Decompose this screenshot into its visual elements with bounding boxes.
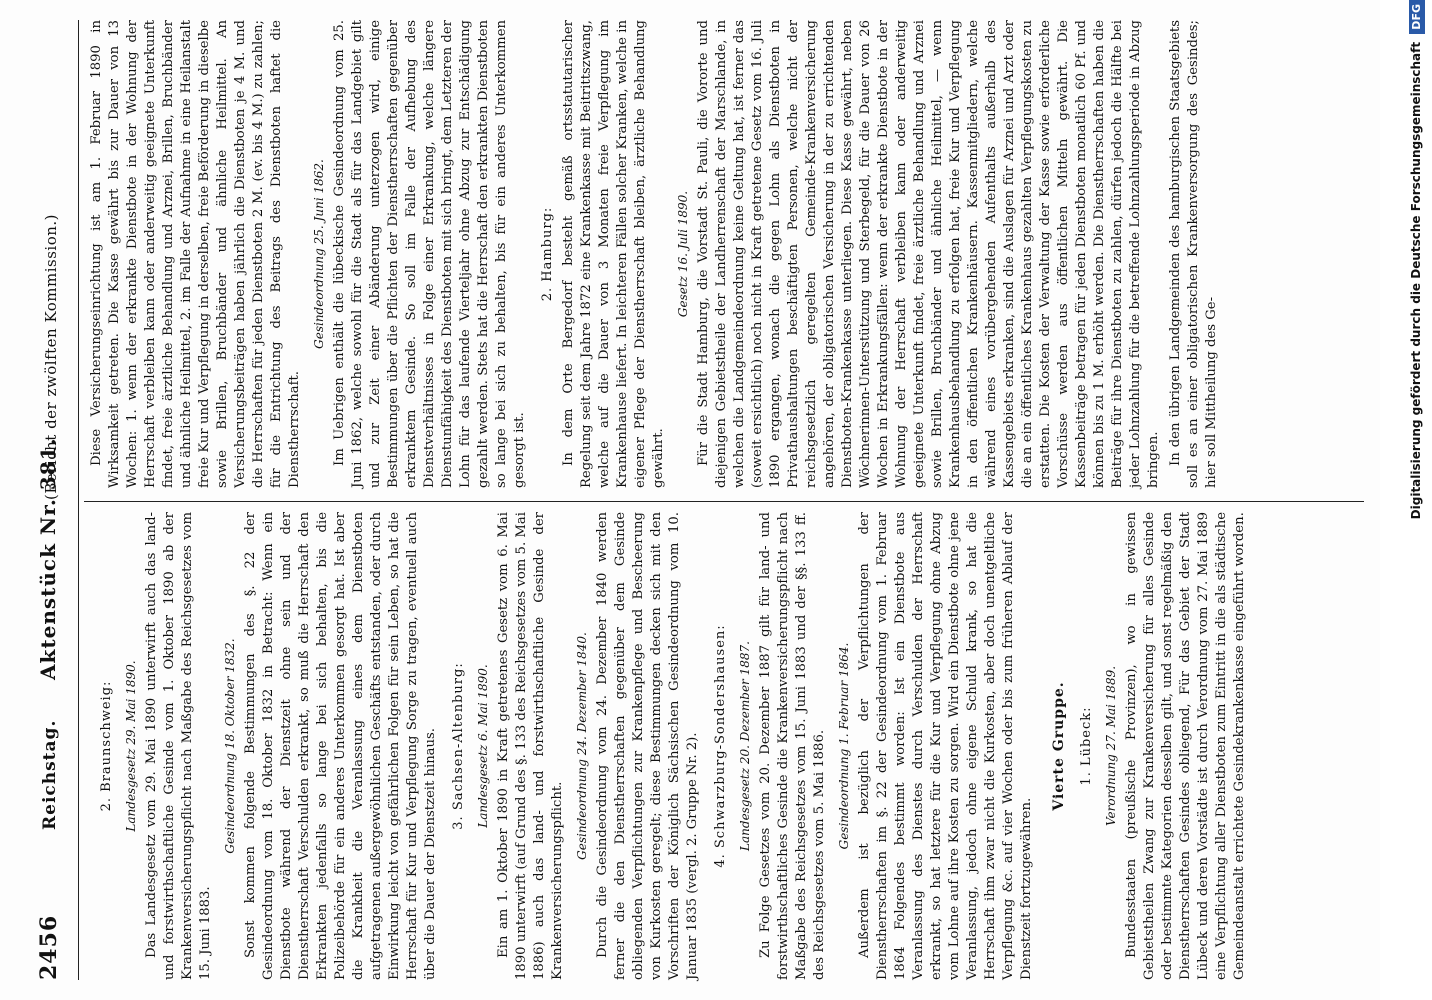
section-date: Gesindeordnung 18. Oktober 1832. — [223, 638, 237, 854]
digitization-note — [1404, 0, 1428, 1000]
column-divider — [84, 501, 1364, 502]
section-heading: 2. Braunschweig: — [99, 680, 114, 812]
paragraph: Außerdem ist bezüglich der Verpflichtungen der Dienstherrschaften im §. 22 der Gesindeordnung vom 1. Februar 1864 Folgendes bestimmt worden: Ist ein Dienstbote aus Veranlassung des Dienstes durch Verschulden der Herrschaft erkrankt, so hat letztere für die Kur und Verpflegung ohne Abzug vom Lohne auf ihre Kosten zu sorgen. Wird ein Dienstbote ohne jene Veranlassung, jedoch ohne eigene Schuld krank, so hat die Herrschaft ihm zwar nicht die Kurkosten, aber doch unentgeltliche Verpflegung &c. auf vier Wochen oder bis zum früheren Ablauf der Dienstzeit fortzugewähren. — [857, 512, 1034, 980]
right-column — [88, 20, 1225, 488]
section-date: Gesetz 16. Juli 1890. — [676, 190, 690, 318]
section-date: Gesindeordnung 1. Februar 1864. — [837, 642, 851, 850]
digitization-note-text: Digitalisierung gefördert durch die Deutsche Forschungsgemeinschaft — [1409, 41, 1423, 520]
running-title: Reichstag. — [40, 719, 60, 830]
paragraph: In den übrigen Landgemeinden des hamburgischen Staatsgebiets soll es an einer obligatorischen Krankenversorgung des Gesindes; hier soll Mittheilung des Ge- — [1168, 20, 1219, 488]
paragraph: In dem Orte Bergedorf besteht gemäß ortsstatutarischer Regelung seit dem Jahre 1872 eine Krankenkasse mit Beitrittszwang, welche auf die Dauer von 3 Monaten freie Verpflegung im Krankenhause liefert. In leichteren Fällen solcher Kranken, welche in eigener Pflege der Dienstherrschaft bleiben, ärztliche Behandlung gewährt. — [561, 20, 666, 488]
document-number: Aktenstück Nr. 381. — [36, 437, 60, 680]
paragraph: Sonst kommen folgende Bestimmungen des §. 22 der Gesindeordnung vom 18. Oktober 1832 in Betracht: Wenn ein Dienstbote während der Dienstzeit ohne sein und der Dienstherrschaft Verschulden erkrankt, so muß die Herrschaft den Erkrankten jedenfalls so lange bei sich behalten, bis die Polizeibehörde für ein anderes Unterkommen gesorgt hat. Ist aber die Krankheit die Veranlassung eines dem Dienstboten aufgetragenen außergewöhnlichen Geschäfts entstanden, oder durch Einwirkung leicht von gefährlichen Folgen für sein Leben, so hat die Herrschaft für Kur und Verpflegung Sorge zu tragen, eventuell auch über die Dauer der Dienstzeit hinaus. — [243, 512, 438, 980]
paragraph: Diese Versicherungseinrichtung ist am 1. Februar 1890 in Wirksamkeit getreten. Die Kasse gewährt bis zur Dauer von 13 Wochen: 1. wenn der erkrankte Dienstbote in der Wohnung der Herrschaft verbleiben kann oder anderweitig geeignete Unterkunft findet, freie ärztliche Behandlung und Arznei, Brillen, Bruchbänder und ähnliche Heilmittel, 2. im Falle der Aufnahme in eine Heilanstalt freie Kur und Verpflegung in derselben, freie Beförderung in dieselbe sowie Brillen, Bruchbänder und ähnliche Heilmittel. An Versicherungsbeiträgen haben jährlich die Dienstboten je 4 M. und die Herrschaften für jeden Dienstboten 2 M. (ev. bis 4 M.) zu zahlen; für die Entrichtung des Beitrags des Dienstboten haftet die Dienstherrschaft. — [89, 20, 302, 488]
section-title: (Bericht der zwölften Kommission.) — [42, 213, 60, 500]
section-heading: 2. Hamburg: — [540, 206, 555, 302]
paragraph: Im Uebrigen enthält die lübeckische Gesindeordnung vom 25. Juni 1862, welche sowohl für die Stadt als für das Landgebiet gilt und zur Zeit einer Abänderung unterzogen wird, einige Bestimmungen über die Pflichten der Dienstherrschaften gegenüber erkranktem Gesinde. So soll im Falle der Aufhebung des Dienstverhältnisses in Folge einer Erkrankung, welche längere Dienstunfähigkeit des Dienstboten mit sich bringt, dem Letzteren der Lohn für das laufende Vierteljahr ohne Abzug zur Entschädigung gezahlt werden. Stets hat die Herrschaft den erkrankten Dienstboten so lange bei sich zu behalten, bis für ein anderes Unterkommen gesorgt ist. — [332, 20, 527, 488]
paragraph: Durch die Gesindeordnung vom 24. Dezember 1840 werden ferner die den Dienstherrschaften gegenüber dem Gesinde obliegenden Verpflichtungen zur Krankenpflege und Bescheerung von Kurkosten geregelt; diese Bestimmungen decken sich mit den Vorschriften der Königlich Sächsischen Gesindeordnung vom 10. Januar 1835 (vergl. 2. Gruppe Nr. 2). — [595, 512, 700, 980]
paragraph: Ein am 1. Oktober 1890 in Kraft getretenes Gesetz vom 6. Mai 1890 unterwirft (auf Grund des §. 133 des Reichsgesetzes vom 5. Mai 1886) auch das land- und forstwirthschaftliche Gesinde der Krankenversicherungspflicht. — [496, 512, 565, 980]
section-heading: 4. Schwarzburg-Sondershausen: — [713, 624, 728, 868]
section-date: Gesindeordnung 25. Juni 1862. — [312, 159, 326, 349]
digitization-sidebar — [1404, 0, 1428, 1000]
paragraph: Zu Folge Gesetzes vom 20. Dezember 1887 gilt für land- und forstwirthschaftliches Gesinde die Krankenversicherungspflicht nach Maßgabe des Reichsgesetzes vom 15. Juni 1883 und der §§. 133 ff. des Reichsgesetzes vom 5. Mai 1886. — [758, 512, 827, 980]
section-date: Landesgesetz 6. Mai 1890. — [476, 664, 490, 828]
page-number: 2456 — [36, 914, 62, 980]
page-header — [18, 20, 79, 980]
group-heading: Vierte Gruppe. — [1051, 681, 1067, 811]
paragraph: Bundesstaaten (preußische Provinzen), wo in gewissen Gebietstheilen Zwang zur Krankenversicherung für alles Gesinde oder bestimmte Kategorien desselben gilt, und sonst regelmäßig den Dienstherrschaften Gesindes obliegend, Für das Gebiet der Stadt Lübeck und deren Vorstädte ist durch Verordnung vom 27. Mai 1889 eine Verpflichtung aller Dienstboten zum Eintritt in die als städtische Gemeindeanstalt errichtete Gesindekrankenkasse eingeführt worden. — [1124, 512, 1247, 980]
left-column — [88, 512, 1253, 980]
section-heading: 1. Lübeck: — [1079, 706, 1094, 786]
paragraph: Für die Stadt Hamburg, die Vorstadt St. Pauli, die Vororte und diejenigen Gebietstheile der Landherrenschaft der Marschlande, in welchen die Landgemeindeordnung keine Geltung hat, ist ferner das (soweit ersichtlich) noch nicht in Kraft getretene Gesetz vom 16. Juli 1890 ergangen, wonach die gegen Lohn als Dienstboten in Privathaushaltungen beschäftigten Personen, welche nicht der reichsgesetzlich geregelten Gemeinde-Krankenversicherung angehören, der obligatorischen Versicherung in der zu errichtenden Dienstboten-Krankenkasse unterliegen. Diese Kasse gewährt, neben Wöchnerinnen-Unterstützung und Sterbegeld, für die Dauer von 26 Wochen in Erkrankungsfällen: wenn der erkrankte Dienstbote in der Wohnung der Herrschaft verbleiben kann oder anderweitig geeignete Unterkunft findet, freie ärztliche Behandlung und Arznei sowie Brillen, Bruchbänder und ähnliche Heilmittel, — wenn Krankenhausbehandlung zu erfolgen hat, freie Kur und Verpflegung in den öffentlichen Krankenhäusern. Kassenmitgliedern, welche während eines vorübergehenden Aufenthalts außerhalb des Kassengebiets erkranken, sind die Auslagen für Arznei und Arzt oder die an ein öffentliches Krankenhaus gezahlten Verpflegungskosten zu erstatten. Die Kosten der Verwaltung der Kasse sowie erforderliche Vorschüsse werden aus öffentlichen Mitteln gewährt. Die Kassenbeiträge betragen für jeden Dienstboten monatlich 60 Pf. und können bis zu 1 M. erhöht werden. Die Dienstherrschaften haben die Beiträge für ihre Dienstboten zu zahlen, dürfen jedoch die Hälfte bei jeder Lohnzahlung für die betreffende Lohnzahlungsperiode in Abzug bringen. — [696, 20, 1161, 488]
section-heading: 3. Sachsen-Altenburg: — [451, 662, 466, 830]
section-date: Gesindeordnung 24. Dezember 1840. — [575, 632, 589, 860]
section-date: Landesgesetz 20. Dezember 1887. — [738, 641, 752, 851]
section-date: Landesgesetz 29. Mai 1890. — [124, 660, 138, 832]
section-date: Verordnung 27. Mai 1889. — [1104, 665, 1118, 827]
dfg-logo: DFG — [1409, 0, 1425, 34]
paragraph: Das Landesgesetz vom 29. Mai 1890 unterwirft auch das land- und forstwirthschaftliche Gesinde vom 1. Oktober 1890 ab der Krankenversicherungspflicht nach Maßgabe des Reichsgesetzes vom 15. Juni 1883. — [144, 512, 213, 980]
